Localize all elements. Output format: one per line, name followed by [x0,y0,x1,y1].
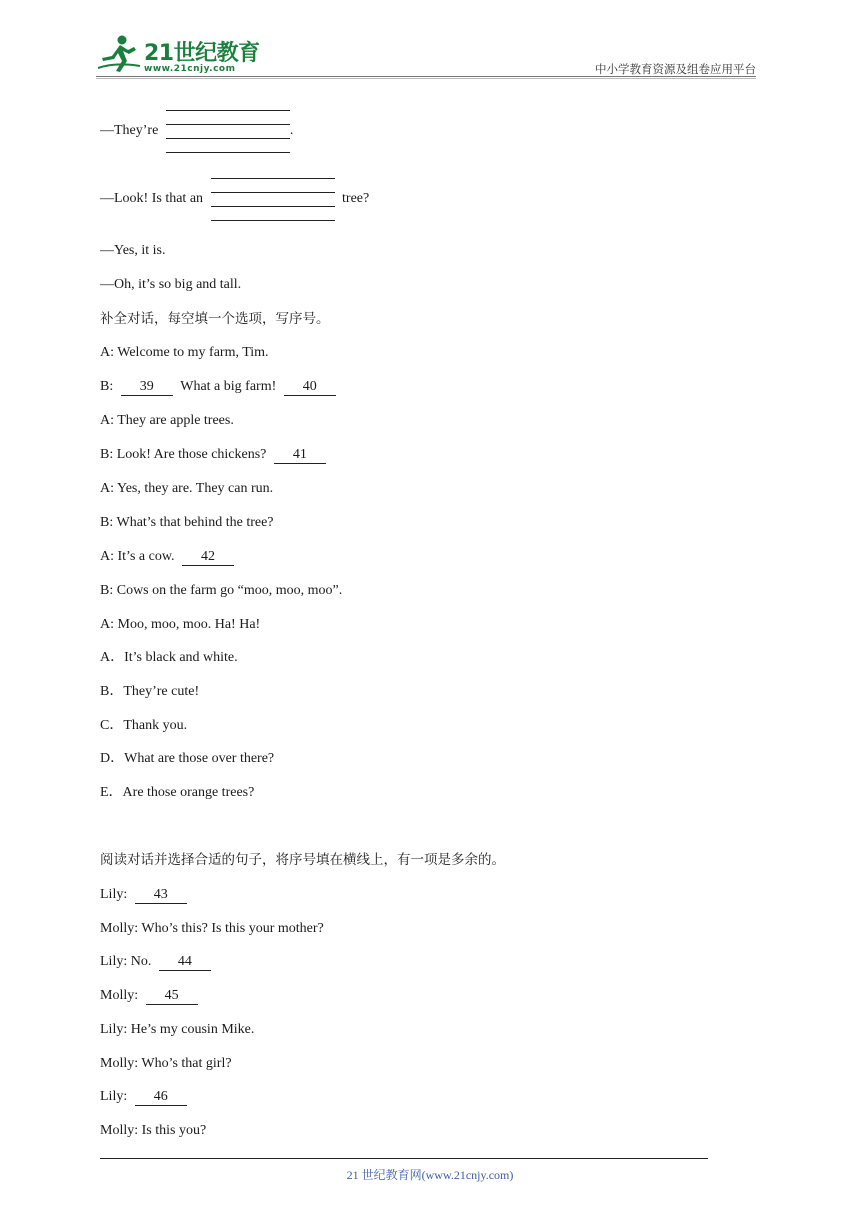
option-e: E．Are those orange trees? [100,785,255,800]
answer-blank-41[interactable]: 41 [274,447,326,464]
logo-url: www.21cnjy.com [144,64,236,74]
dialog-line: A: It’s a cow. 42 [100,548,234,566]
dialog-line: Lily: He’s my cousin Mike. [100,1022,255,1037]
logo-text: 21世纪教育 [144,41,260,66]
answer-blank-39[interactable]: 39 [121,379,173,396]
runner-logo-icon [96,34,142,74]
dialog-line: A: Moo, moo, moo. Ha! Ha! [100,617,261,632]
option-a: A．It’s black and white. [100,650,238,665]
answer-blank-42[interactable]: 42 [182,549,234,566]
look-tree-text: tree? [342,191,370,207]
dialog-line: Lily: 46 [100,1088,187,1106]
option-c: C．Thank you. [100,718,188,733]
triple-blank[interactable] [166,108,290,154]
section2-instruction: 阅读对话并选择合适的句子，将序号填在横线上，有一项是多余的。 [100,852,505,868]
header-divider [96,76,756,77]
theyre-period: . [289,123,294,139]
look-line [100,176,369,222]
triple-blank[interactable] [211,176,335,222]
dialog-line: Lily: No. 44 [100,953,211,971]
dialog-line: A: Yes, they are. They can run. [100,481,274,496]
dialog-line: Molly: 45 [100,987,198,1005]
footer-link[interactable]: 21 世纪教育网(www.21cnjy.com) [346,1168,514,1182]
dialog-line: B: What’s that behind the tree? [100,515,274,530]
option-d: D．What are those over there? [100,751,275,766]
dialog-line: Lily: 43 [100,886,187,904]
look-text: —Look! Is that an [100,191,204,207]
page-header [0,0,860,80]
oh-line: —Oh, it’s so big and tall. [100,277,242,292]
dialog-line: B: 39 What a big farm! 40 [100,378,336,396]
answer-blank-40[interactable]: 40 [284,379,336,396]
dialog-line: Molly: Who’s this? Is this your mother? [100,921,324,936]
dialog-line: A: They are apple trees. [100,413,234,428]
option-b: B．They’re cute! [100,684,200,699]
dialog-line: B: Look! Are those chickens? 41 [100,446,326,464]
header-divider-thin [96,78,756,79]
answer-blank-45[interactable]: 45 [146,988,198,1005]
section1-instruction: 补全对话，每空填一个选项，写序号。 [100,311,330,327]
footer-divider [100,1158,708,1159]
answer-blank-44[interactable]: 44 [159,954,211,971]
theyre-line [100,108,293,154]
theyre-text: —They’re [100,123,159,139]
dialog-line: B: Cows on the farm go “moo, moo, moo”. [100,583,343,598]
platform-name: 中小学教育资源及组卷应用平台 [595,62,756,76]
answer-blank-43[interactable]: 43 [135,887,187,904]
yes-line: —Yes, it is. [100,243,166,258]
dialog-line: Molly: Is this you? [100,1123,207,1138]
dialog-line: Molly: Who’s that girl? [100,1056,232,1071]
dialog-line: A: Welcome to my farm, Tim. [100,345,269,360]
site-logo [96,34,266,78]
answer-blank-46[interactable]: 46 [135,1089,187,1106]
